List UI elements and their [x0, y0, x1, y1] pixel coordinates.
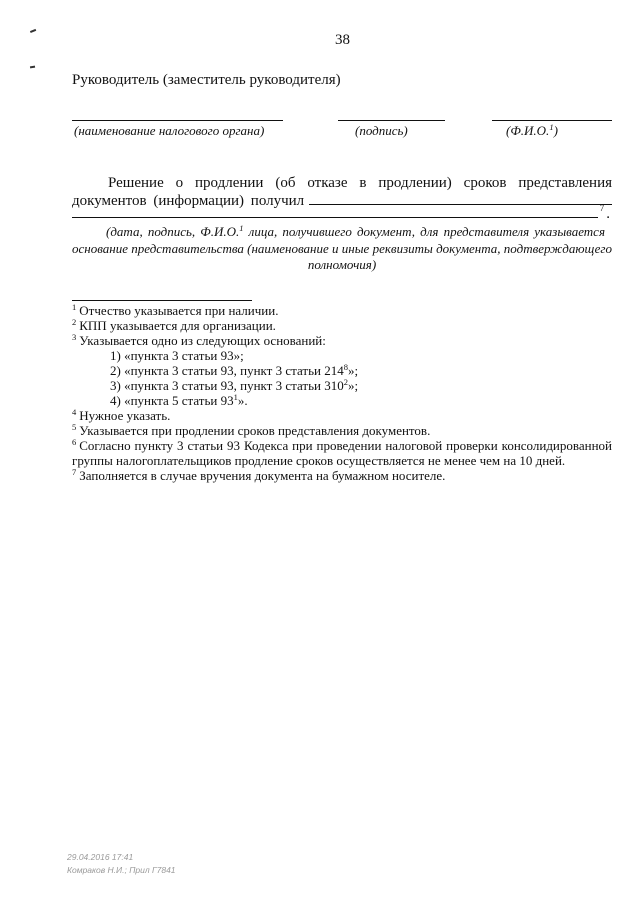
- option-text: 4) «пункта 5 статьи 93: [110, 393, 234, 408]
- footnote-option: [72, 378, 612, 393]
- footnote: [72, 318, 612, 333]
- footnote-ref: 7: [599, 203, 605, 213]
- footnote-mark: 4: [72, 407, 77, 417]
- receipt-note-text: лица, получившего документ, для представителя указывается: [243, 224, 605, 239]
- receipt-note-line2: основание представительства (наименование и иные реквизиты документа, подтверждающего: [72, 241, 612, 256]
- footnote-ref: 1: [239, 223, 244, 233]
- name-caption-text: (Ф.И.О.: [506, 123, 550, 138]
- scan-mark: [30, 29, 36, 33]
- option-text-end: »;: [347, 363, 359, 378]
- print-user-ref: Комраков Н.И.; Прил Г7841: [67, 865, 176, 875]
- footnote-option: [72, 348, 612, 363]
- option-sup: 1: [233, 392, 238, 402]
- receipt-statement-line1: Решение о продлении (об отказе в продлении) сроков представления: [108, 175, 612, 191]
- footnote-mark: 5: [72, 422, 77, 432]
- option-text-end: »;: [347, 378, 359, 393]
- footnote-option: [72, 393, 612, 408]
- authority-signature-line: [72, 120, 283, 121]
- footnote-option: [72, 363, 612, 378]
- receipt-note-text: (дата, подпись, Ф.И.О.: [106, 224, 240, 239]
- receipt-note-line1: [106, 224, 605, 241]
- footnote-text: КПП указывается для организации.: [79, 318, 276, 333]
- option-text: 2) «пункта 3 статьи 93, пункт 3 статьи 214: [110, 363, 344, 378]
- scan-mark: [30, 66, 35, 68]
- option-text: 3) «пункта 3 статьи 93, пункт 3 статьи 310: [110, 378, 344, 393]
- signature-caption: (подпись): [355, 123, 408, 138]
- footnote-text: Согласно пункту 3 статьи 93 Кодекса при проведении налоговой проверки консолидированной: [79, 438, 612, 453]
- footnote-mark: 6: [72, 438, 77, 447]
- footnote-continuation: группы налогоплательщиков продление сроков осуществляется не менее чем на 10 дней.: [72, 453, 566, 468]
- footnote-text: Заполняется в случае вручения документа на бумажном носителе.: [79, 468, 446, 483]
- name-signature-line: [492, 120, 612, 121]
- option-sup: 2: [343, 377, 348, 387]
- page-number: 38: [335, 32, 350, 48]
- footnote-text: Нужное указать.: [79, 408, 171, 423]
- line-end-period: .: [606, 206, 610, 222]
- footnote-mark: 7: [72, 467, 77, 477]
- option-text: 1) «пункта 3 статьи 93»;: [110, 348, 244, 363]
- footnote: [72, 408, 612, 423]
- footnotes: [72, 303, 612, 483]
- footnote: [72, 423, 612, 438]
- option-text-end: ».: [237, 393, 248, 408]
- footnote: [72, 468, 612, 483]
- footnote-text: Указывается при продлении сроков представления документов.: [79, 423, 431, 438]
- footnote-text: Отчество указывается при наличии.: [79, 303, 279, 318]
- footnote-mark: 3: [72, 332, 77, 342]
- recipient-details-blank-line: [72, 207, 598, 218]
- receipt-note-line3: полномочия): [307, 257, 377, 272]
- authority-caption: (наименование налогового органа): [74, 123, 265, 138]
- footnote-mark: 2: [72, 317, 77, 327]
- signatory-title: Руководитель (заместитель руководителя): [72, 72, 341, 88]
- footnote-separator: [72, 300, 252, 301]
- footnote-text: Указывается одно из следующих оснований:: [79, 333, 326, 348]
- footnote-ref: 1: [549, 122, 554, 132]
- footnote: [72, 438, 612, 453]
- print-timestamp: 29.04.2016 17:41: [67, 852, 134, 862]
- footnote: [72, 303, 612, 318]
- name-caption-close: ): [553, 123, 558, 138]
- footnote: [72, 333, 612, 348]
- received-by-label: документов (информации) получил: [72, 193, 305, 209]
- name-caption: [506, 123, 558, 140]
- footnote-mark: 1: [72, 302, 77, 312]
- signature-line: [338, 120, 445, 121]
- receipt-details-line: [72, 205, 610, 224]
- recipient-blank-line: [309, 194, 612, 205]
- option-sup: 8: [343, 362, 348, 372]
